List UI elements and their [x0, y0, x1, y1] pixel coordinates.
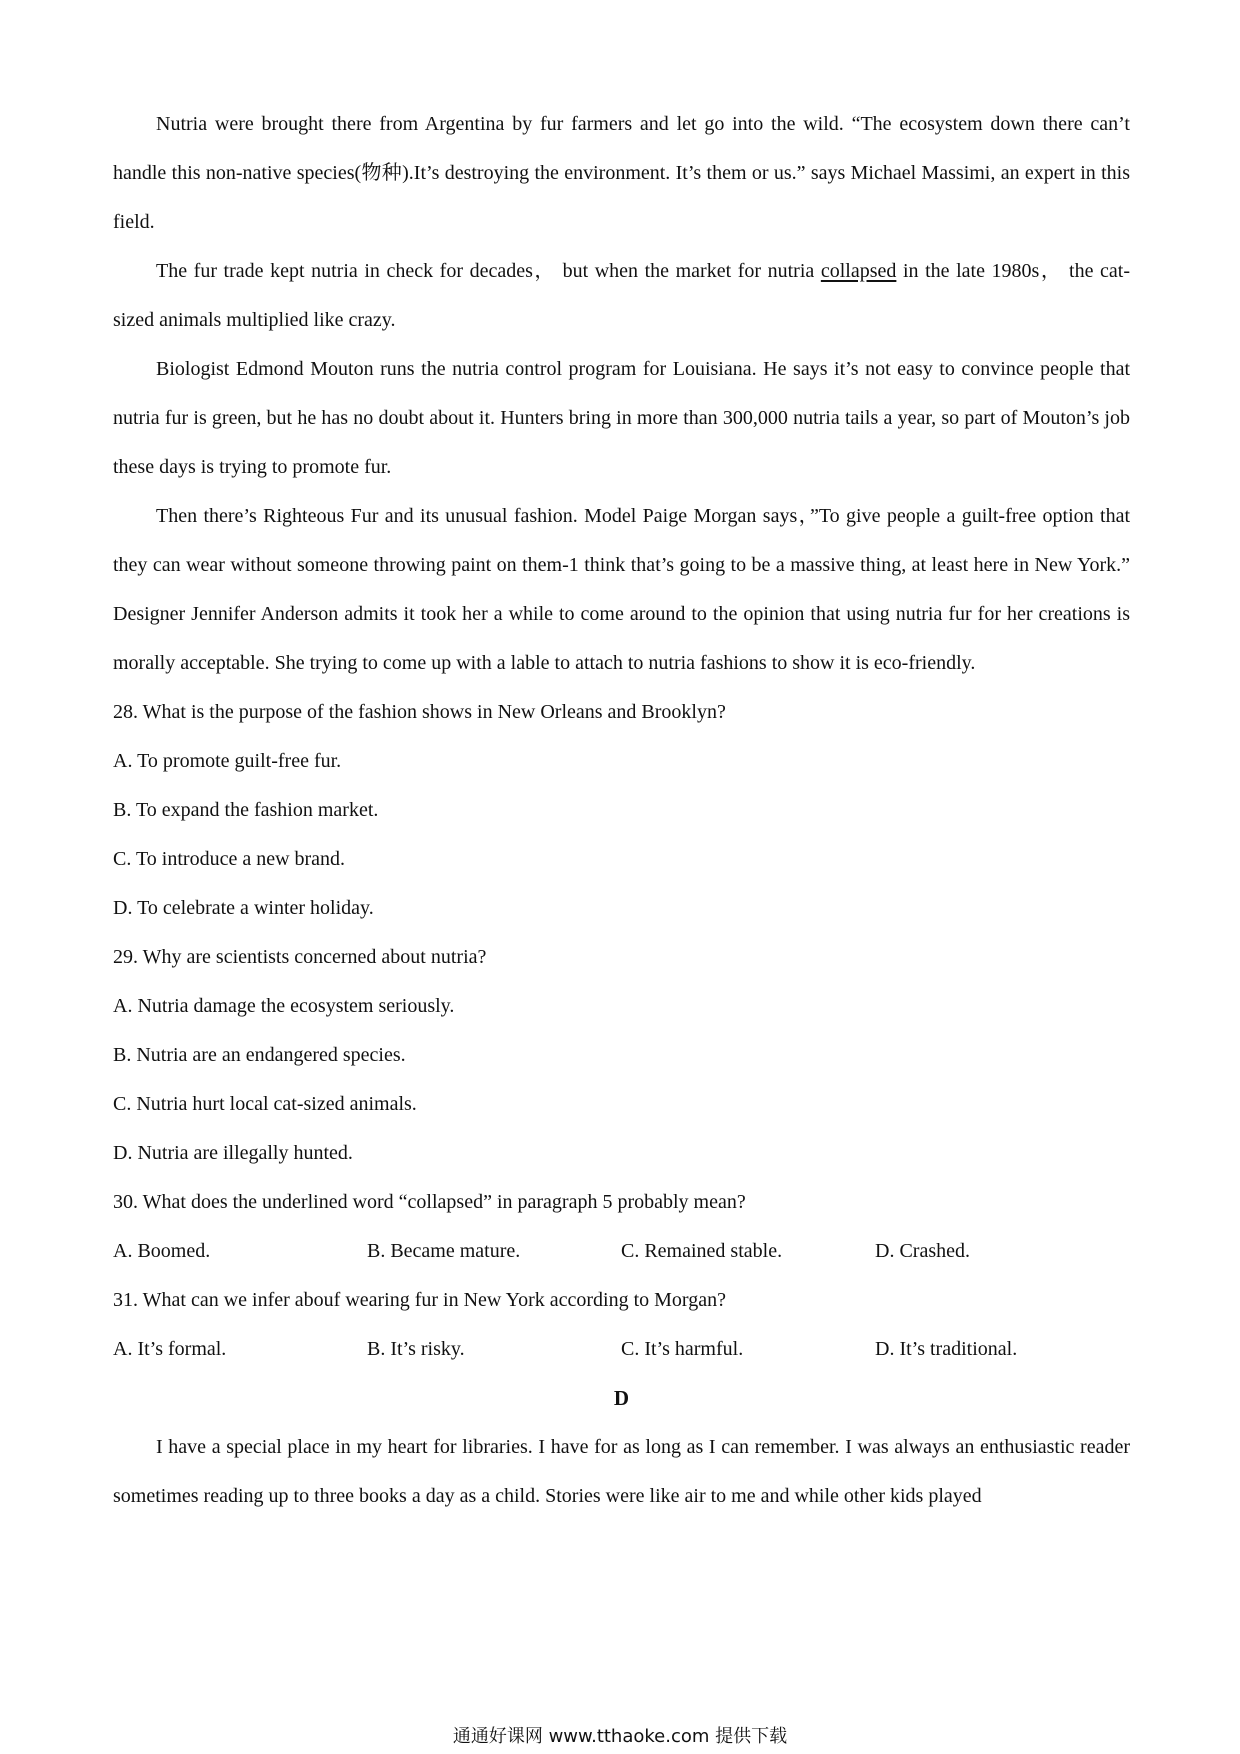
question-28-option-a: A. To promote guilt-free fur.: [113, 750, 342, 772]
question-30-option-a: A. Boomed.: [113, 1240, 211, 1262]
question-31-stem: 31. What can we infer abouf wearing fur in New York according to Morgan?: [113, 1289, 726, 1311]
question-29-option-b: B. Nutria are an endangered species.: [113, 1044, 406, 1066]
question-29-stem: 29. Why are scientists concerned about nutria?: [113, 946, 487, 968]
paragraph-nutria-origin: Nutria were brought there from Argentina by fur farmers and let go into the wild. “The ecosystem down there can’t handle this non-native species(物种).It’s destroying the environment. It’s them or us.” says Michael Massimi, an expert in this field.: [113, 113, 1130, 233]
question-31-option-b: B. It’s risky.: [367, 1338, 465, 1360]
paragraph-fur-trade: [113, 247, 1130, 345]
question-28-option-b: B. To expand the fashion market.: [113, 799, 379, 821]
question-28-option-c: C. To introduce a new brand.: [113, 848, 346, 870]
paragraph-libraries: I have a special place in my heart for libraries. I have for as long as I can remember. I was always an enthusiastic reader sometimes reading up to three books a day as a child. Stories were like air to me and while other kids played: [113, 1436, 1130, 1507]
question-30-stem: 30. What does the underlined word “collapsed” in paragraph 5 probably mean?: [113, 1191, 746, 1213]
document-page: [113, 100, 1130, 1521]
question-30-option-b: B. Became mature.: [367, 1240, 521, 1262]
question-30-option-d: D. Crashed.: [875, 1240, 970, 1262]
paragraph-righteous-fur: Then there’s Righteous Fur and its unusual fashion. Model Paige Morgan says，”To give people a guilt-free option that they can wear without someone throwing paint on them-1 think that’s going to be a massive thing, at least here in New York.” Designer Jennifer Anderson admits it took her a while to come around to the opinion that using nutria fur for her creations is morally acceptable. She trying to come up with a lable to attach to nutria fashions to show it is eco-friendly.: [113, 505, 1130, 674]
question-31-option-a: A. It’s formal.: [113, 1338, 227, 1360]
question-30-options: [113, 1227, 1130, 1276]
section-heading-d: D: [613, 1386, 630, 1410]
question-31-options: [113, 1325, 1130, 1374]
question-29-option-a: A. Nutria damage the ecosystem seriously.: [113, 995, 455, 1017]
page-footer: 通通好课网 www.tthaoke.com 提供下载: [452, 1726, 788, 1747]
question-30-option-c: C. Remained stable.: [621, 1240, 783, 1262]
underlined-word-collapsed: collapsed: [820, 260, 897, 282]
question-29-option-d: D. Nutria are illegally hunted.: [113, 1142, 353, 1164]
question-28-option-d: D. To celebrate a winter holiday.: [113, 897, 374, 919]
question-31-option-c: C. It’s harmful.: [621, 1338, 744, 1360]
question-28-stem: 28. What is the purpose of the fashion shows in New Orleans and Brooklyn?: [113, 701, 726, 723]
question-29-option-c: C. Nutria hurt local cat-sized animals.: [113, 1093, 417, 1115]
paragraph-fur-trade-end: in the late 1980s， the cat-sized animals multiplied like crazy.: [113, 260, 1131, 331]
paragraph-biologist-mouton: Biologist Edmond Mouton runs the nutria control program for Louisiana. He says it’s not easy to convince people that nutria fur is green, but he has no doubt about it. Hunters bring in more than 300,000 nutria tails a year, so part of Mouton’s job these days is trying to promote fur.: [113, 358, 1130, 478]
paragraph-fur-trade-start: The fur trade kept nutria in check for decades， but when the market for nutria: [156, 260, 815, 282]
question-31-option-d: D. It’s traditional.: [875, 1338, 1018, 1360]
